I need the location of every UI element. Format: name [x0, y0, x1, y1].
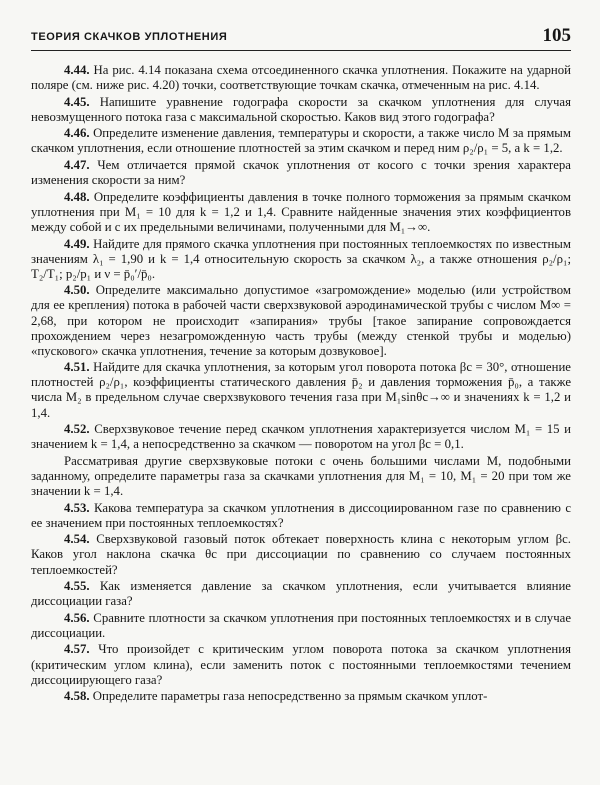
problem-4-57: 4.57. Что произойдет с критическим углом поворота потока за скачком уплотнения (критическим углом клина), если заменить поток с постоянными теплоемкостями течением диссоциирующего газа? [31, 642, 572, 687]
problem-4-53: 4.53. Какова температура за скачком уплотнения в диссоциированном газе по сравнению с ее значением при постоянных теплоемкостях? [31, 500, 572, 530]
problem-4-51: 4.51. Найдите для скачка уплотнения, за которым угол поворота потока βc = 30°, отношение плотностей ρ₂/ρ₁, коэффициенты статического давления p̄₂ и давления торможения p̄₀, а также числа M₂ в предельном случае сверхзвукового течения газа при M₁sinθc→∞ и значениях k = 1,2 и 1,4. [31, 360, 571, 420]
page-number: 105 [542, 25, 571, 46]
problem-4-52: 4.52. Сверхзвуковое течение перед скачком уплотнения характеризуется числом M₁ = 15 и значением k = 1,4, а непосредственно за скачком — поворотом на угол βc = 0,1. [31, 422, 571, 452]
running-title: ТЕОРИЯ СКАЧКОВ УПЛОТНЕНИЯ [31, 31, 228, 43]
problem-4-50: 4.50. Определите максимально допустимое «загромождение» моделью (или устройством для ее крепления) потока в рабочей части сверхзвуковой аэродинамической трубы с числом M∞ = 2,68, при котором не происходит «запирания» трубы [такое запирание сопровождается прохождением через незагроможденную часть трубы (между стенкой трубы и моделью) «пускового» скачка уплотнения, течение за которым дозвуковое]. [31, 283, 571, 358]
problem-4-46: 4.46. Определите изменение давления, температуры и скорости, а также число M за прямым скачком уплотнения, если отношение плотностей за этим скачком и перед ним ρ₂/ρ₁ = 5, а k = 1,2. [31, 126, 571, 156]
problem-4-45: 4.45. Напишите уравнение годографа скорости за скачком уплотнения для случая невозмущенного потока газа с максимальной скоростью. Каков вид этого годографа? [31, 94, 571, 124]
problem-4-49: 4.49. Найдите для прямого скачка уплотнения при постоянных теплоемкостях по известным значениям λ₁ = 1,90 и k = 1,4 относительную скорость за скачком λ₂, а также отношения ρ₂/ρ₁; T₂/T₁; p₂/p₁ и ν = p̄₀′/p̄₀. [31, 236, 572, 281]
problem-4-52-continuation: Рассматривая другие сверхзвуковые потоки с очень большими числами M, подобными заданному, определите параметры газа за скачками уплотнения для M₁ = 10, M₁ = 20 при том же значении k = 1,4. [31, 453, 571, 499]
problem-4-44: 4.44. На рис. 4.14 показана схема отсоединенного скачка уплотнения. Покажите на ударной поляре (см. ниже рис. 4.20) точки, соответствующие точкам скачка, отмеченным на рис. 4.14. [31, 63, 572, 93]
problem-4-54: 4.54. Сверхзвуковой газовый поток обтекает поверхность клина с некоторым углом βc. Каков угол наклона скачка θc при диссоциации по сравнению со случаем постоянных теплоемкостей? [31, 532, 571, 577]
problems-list [31, 63, 571, 706]
problem-4-48: 4.48. Определите коэффициенты давления в точке полного торможения за прямым скачком уплотнения при M₁ = 10 для k = 1,2 и 1,4. Сравните найденные значения этих коэффициентов между собой и с их предельными величинами, полученными для M₁→∞. [31, 189, 571, 234]
problem-4-55: 4.55. Как изменяется давление за скачком уплотнения, если учитывается влияние диссоциации газа? [31, 579, 571, 609]
header-rule [31, 50, 571, 51]
problem-4-56: 4.56. Сравните плотности за скачком уплотнения при постоянных теплоемкостях и в случае диссоциации. [31, 610, 572, 640]
problem-4-58: 4.58. Определите параметры газа непосредственно за прямым скачком уплот- [64, 689, 488, 704]
problem-4-47: 4.47. Чем отличается прямой скачок уплотнения от косого с точки зрения характера изменения скорости за ним? [31, 158, 571, 188]
